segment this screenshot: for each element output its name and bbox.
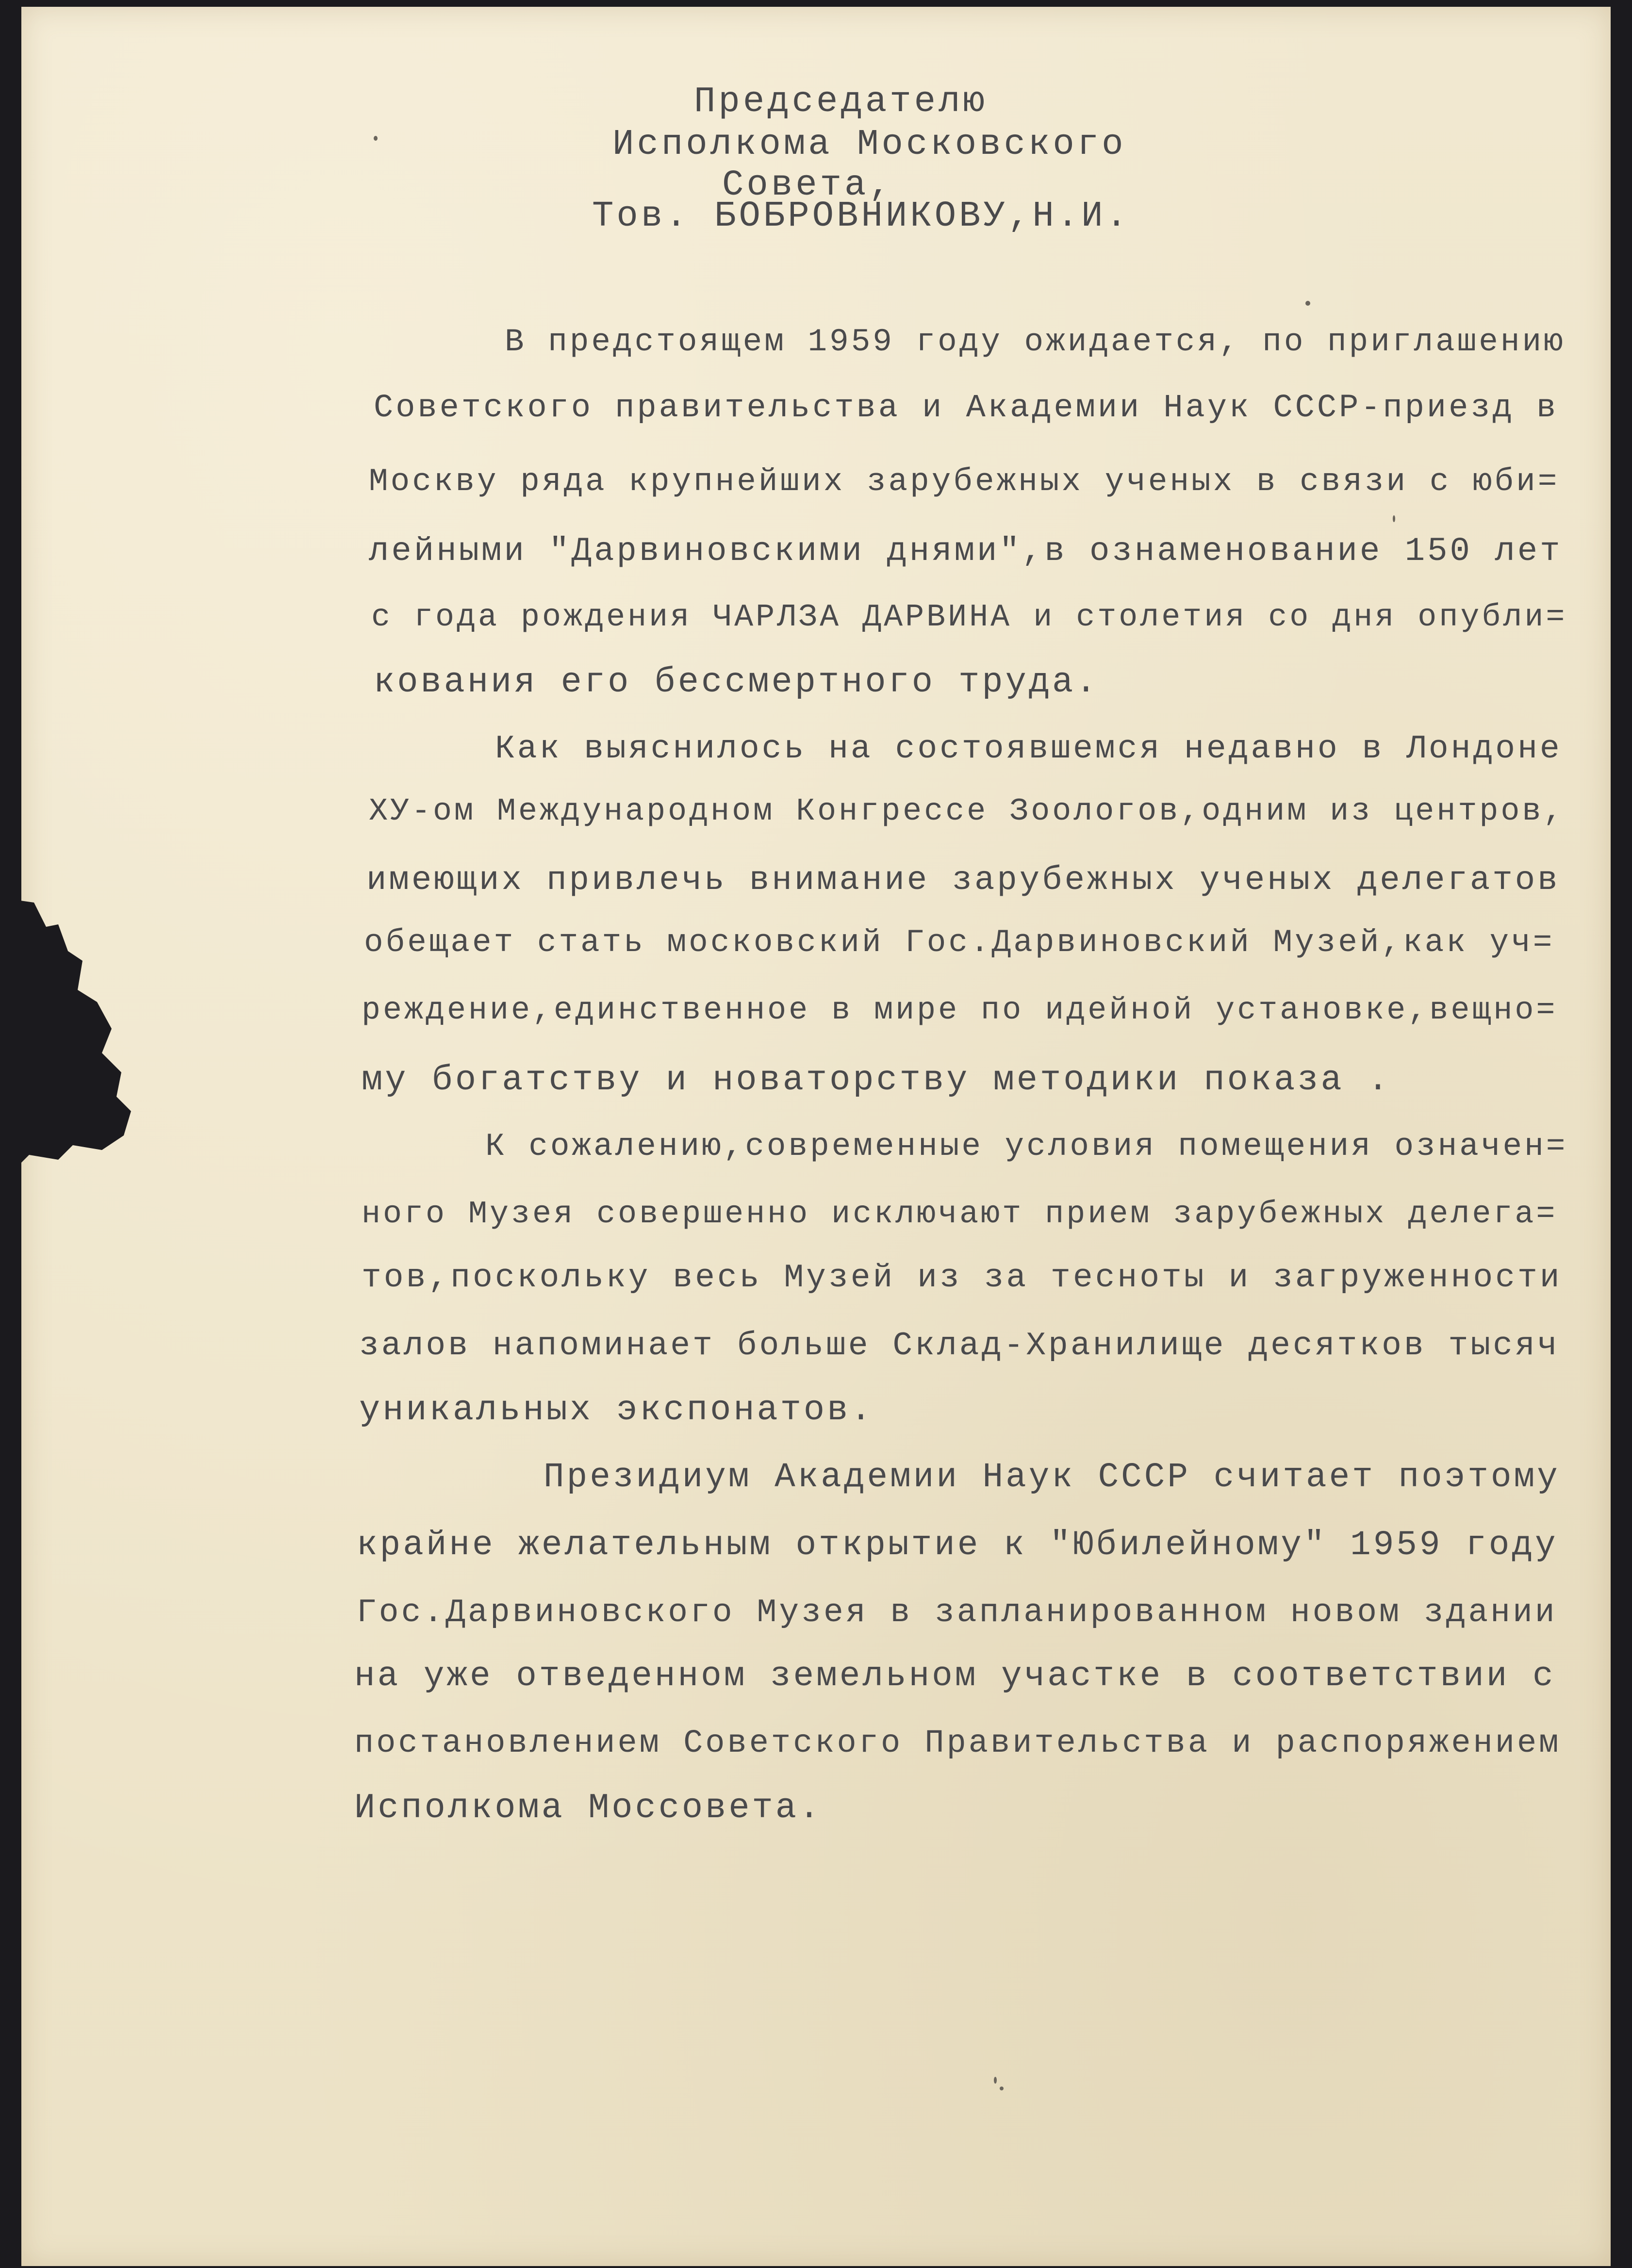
body-line: залов напоминает больше Склад-Хранилище десятков тысяч: [359, 1327, 1560, 1364]
paper-speck: [374, 136, 378, 141]
body-line: Москву ряда крупнейших зарубежных ученых в связи с юби=: [369, 463, 1560, 500]
body-line: реждение,единственное в мире по идейной установке,вещно=: [362, 992, 1558, 1028]
paper-speck: [1000, 2087, 1004, 2090]
body-line: постановлением Советского Правительства и распоряжением: [354, 1725, 1561, 1762]
paper-speck: [1393, 515, 1395, 522]
torn-paper-edge: [0, 898, 155, 1169]
body-line: тов,поскольку весь Музей из за тесноты и загруженности: [362, 1259, 1562, 1297]
addressee-line-1: Председателю: [694, 82, 988, 122]
body-line: лейными "Дарвиновскими днями",в ознаменование 150 лет: [369, 532, 1563, 570]
body-line: обещает стать московский Гос.Дарвиновский Музей,как уч=: [364, 924, 1555, 961]
body-line: Президиум Академии Наук СССР считает поэтому: [544, 1458, 1560, 1497]
body-line: ного Музея совершенно исключают прием зарубежных делега=: [362, 1196, 1558, 1232]
body-line: ХУ-ом Международном Конгрессе Зоологов,одним из центров,: [369, 793, 1565, 829]
addressee-line-3: Совета,: [722, 165, 893, 206]
addressee-line-2: Исполкома Московского: [612, 124, 1126, 165]
body-line: му богатству и новаторству методики показа .: [362, 1060, 1391, 1100]
body-line: Советского правительства и Академии Наук СССР-приезд в: [374, 390, 1559, 427]
body-line: Исполкома Моссовета.: [354, 1788, 823, 1828]
paper-speck: [994, 2077, 997, 2084]
body-line: имеющих привлечь внимание зарубежных ученых делегатов: [366, 861, 1560, 899]
body-line: Гос.Дарвиновского Музея в запланированном новом здании: [357, 1594, 1557, 1631]
body-line: крайне желательным открытие к "Юбилейному" 1959 году: [357, 1526, 1558, 1565]
addressee-line-4: Тов. БОБРОВНИКОВУ,Н.И.: [592, 196, 1130, 237]
body-line: на уже отведенном земельном участке в соответствии с: [354, 1657, 1556, 1696]
paper-speck: [1305, 301, 1310, 306]
body-line: Как выяснилось на состоявшемся недавно в Лондоне: [495, 730, 1562, 768]
body-line: В предстоящем 1959 году ожидается, по приглашению: [505, 324, 1566, 360]
body-line: с года рождения ЧАРЛЗА ДАРВИНА и столетия со дня опубли=: [371, 599, 1567, 635]
body-line: К сожалению,современные условия помещения означен=: [485, 1128, 1568, 1165]
body-line: уникальных экспонатов.: [359, 1390, 874, 1430]
body-line: кования его бессмертного труда.: [374, 662, 1099, 702]
